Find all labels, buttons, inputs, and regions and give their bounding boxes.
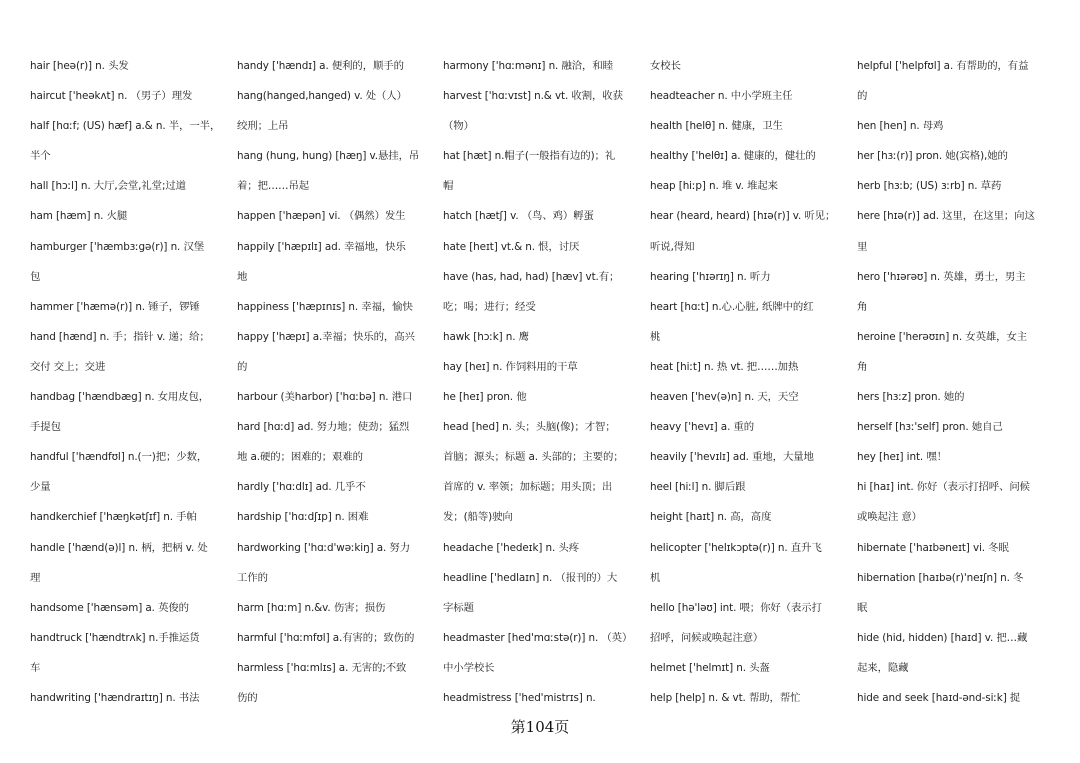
entry-column-4 [650,51,850,713]
entry-line: harmless ['hɑːmlɪs] a. 无害的;不致 [237,661,407,674]
entry-line: helpful ['helpfʊl] a. 有帮助的，有益 [857,60,1029,72]
entry-line: hardworking ['hɑːd'wəːkiŋ] a. 努力 [237,541,410,554]
entry-line: hand [hænd] n. 手；指针 v. 递；给； [30,330,210,343]
entry-line: heel [hiːl] n. 脚后跟 [650,481,746,494]
entry-line: 包 [30,270,41,283]
entry-line: 首脑；源头；标题 a. 头部的；主要的； [443,451,624,464]
entry-line: hi [haɪ] int. 你好（表示打招呼、问候 [857,481,1030,494]
entry-line: help [help] n. & vt. 帮助，帮忙 [650,691,801,704]
entry-line: 字标题 [443,601,474,614]
entry-line: harmful ['hɑːmfʊl] a.有害的；致伤的 [237,631,415,644]
entry-line: 的 [237,360,248,373]
entry-line: heart [hɑːt] n.心.心脏, 纸牌中的红 [650,300,814,313]
entry-line: hen [hen] n. 母鸡 [857,120,944,133]
entry-line: 伤的 [237,691,258,704]
entry-line: harbour (美harbor) ['hɑːbə] n. 港口 [237,391,413,404]
entry-line: happen ['hæpən] vi. （偶然）发生 [237,210,406,223]
entry-line: heat [hiːt] n. 热 vt. 把……加热 [650,360,799,373]
entry-line: （物） [443,120,474,133]
entry-line: 半个 [30,150,51,163]
entry-line: 女校长 [650,60,681,72]
entry-line: herself [hɜː'self] pron. 她自己 [857,421,1003,434]
entry-line: hard [hɑːd] ad. 努力地；使劲；猛烈 [237,421,410,434]
entry-line: heavy ['hevɪ] a. 重的 [650,421,755,434]
entry-line: head [hed] n. 头；头脑(像)；才智； [443,421,616,434]
entry-line: hardship ['hɑːdʃɪp] n. 困难 [237,511,369,524]
entry-column-5 [857,51,1057,713]
entry-line: hatch [hætʃ] v. （鸟、鸡）孵蛋 [443,210,594,223]
entry-line: have (has, had, had) [hæv] vt.有； [443,270,620,283]
entry-line: handful ['hændfʊl] n.(一)把；少数， [30,451,208,464]
entry-line: hamburger ['hæmbɜːgə(r)] n. 汉堡 [30,240,205,253]
entry-column-3 [443,51,643,713]
entry-line: hat [hæt] n.帽子(一般指有边的)；礼 [443,150,616,163]
entry-line: 眠 [857,601,868,614]
entry-line: her [hɜː(r)] pron. 她(宾格),她的 [857,150,1008,163]
entry-line: 吃；喝；进行；经受 [443,300,536,313]
entry-line: harm [hɑːm] n.&v. 伤害；损伤 [237,601,386,614]
entry-line: handsome ['hænsəm] a. 英俊的 [30,601,189,614]
entry-line: heavily ['hevɪlɪ] ad. 重地，大量地 [650,451,814,464]
entry-line: healthy ['helθɪ] a. 健康的，健壮的 [650,150,816,163]
entry-line: hey [heɪ] int. 嘿！ [857,451,947,464]
entry-line: 招呼，问候或唤起注意） [650,631,764,644]
entry-line: hate [heɪt] vt.& n. 恨，讨厌 [443,240,580,253]
entry-line: 机 [650,571,661,584]
entry-line: haircut ['heəkʌt] n. （男子）理发 [30,90,193,103]
entry-line: hear (heard, heard) [hɪə(r)] v. 听见； [650,210,836,223]
entry-line: 着；把……吊起 [237,180,310,193]
entry-line: 工作的 [237,571,268,584]
entry-line: health [helθ] n. 健康，卫生 [650,120,783,133]
entry-line: hers [hɜːz] pron. 她的 [857,391,965,404]
entry-line: 理 [30,571,41,584]
entry-line: hardly ['hɑːdlɪ] ad. 几乎不 [237,481,366,494]
entry-line: here [hɪə(r)] ad. 这里，在这里；向这 [857,210,1035,223]
entry-line: happy ['hæpɪ] a.幸福；快乐的，高兴 [237,330,415,343]
entry-line: heroine ['herəʊɪn] n. 女英雄，女主 [857,330,1028,343]
entry-line: hello [hə'ləʊ] int. 喂；你好（表示打 [650,601,822,614]
entry-line: headteacher n. 中小学班主任 [650,90,793,103]
entry-line: happily ['hæpɪlɪ] ad. 幸福地，快乐 [237,240,406,253]
entry-line: handwriting ['hændraɪtɪŋ] n. 书法 [30,691,200,704]
entry-line: 中小学校长 [443,661,495,674]
entry-line: handle ['hænd(ə)l] n. 柄，把柄 v. 处 [30,541,208,554]
entry-line: hide (hid, hidden) [haɪd] v. 把…藏 [857,631,1028,644]
entry-line: 角 [857,360,868,373]
entry-line: 交付 交上；交进 [30,360,106,373]
entry-line: 地 a.硬的；困难的；艰难的 [237,451,363,464]
entry-line: heaven ['hev(ə)n] n. 天，天空 [650,391,799,404]
entry-line: hall [hɔːl] n. 大厅,会堂,礼堂;过道 [30,180,186,193]
entry-line: he [heɪ] pron. 他 [443,391,527,404]
entry-line: hang (hung, hung) [hæŋ] v.悬挂，吊 [237,150,420,163]
entry-line: 起来，隐藏 [857,661,909,674]
entry-line: 帽 [443,180,454,193]
entry-line: hammer ['hæmə(r)] n. 锤子，锣锤 [30,300,200,313]
entry-line: 发；(船等)驶向 [443,511,513,524]
entry-line: hide and seek [haɪd-ənd-siːk] 捉 [857,691,1021,704]
entry-line: hay [heɪ] n. 作饲料用的干草 [443,360,578,373]
entry-line: 里 [857,240,868,253]
entry-line: 听说,得知 [650,240,695,253]
entry-line: helmet ['helmɪt] n. 头盔 [650,661,770,674]
entry-line: 少量 [30,481,51,494]
entry-line: harmony ['hɑːmənɪ] n. 融洽，和睦 [443,60,613,72]
entry-line: handbag ['hændbæg] n. 女用皮包， [30,391,210,404]
entry-line: 或唤起注 意） [857,511,922,524]
entry-line: hearing ['hɪərɪŋ] n. 听力 [650,270,771,283]
entry-line: ham [hæm] n. 火腿 [30,210,128,223]
entry-column-1 [30,51,230,713]
entry-line: headmistress ['hed'mistrɪs] n. [443,691,596,704]
entry-line: handy ['hændɪ] a. 便利的，顺手的 [237,60,404,72]
entry-line: 角 [857,300,868,313]
entry-line: heap [hiːp] n. 堆 v. 堆起来 [650,180,778,193]
entry-line: 手提包 [30,421,61,434]
entry-line: headache ['hedeɪk] n. 头疼 [443,541,579,554]
entry-line: 首席的 v. 率领；加标题；用头顶；出 [443,481,613,494]
entry-line: height [haɪt] n. 高，高度 [650,511,772,524]
entry-line: half [hɑːf; (US) hæf] a.& n. 半，一半， [30,120,221,133]
entry-line: happiness ['hæpɪnɪs] n. 幸福，愉快 [237,300,413,313]
entry-line: 地 [237,270,248,283]
entry-line: helicopter ['helɪkɔptə(r)] n. 直升飞 [650,541,822,554]
entry-column-2 [237,51,437,713]
entry-line: headline ['hedlaɪn] n. （报刊的）大 [443,571,618,584]
entry-line: 绞刑；上吊 [237,120,289,133]
entry-line: handtruck ['hændtrʌk] n.手推运货 [30,631,200,644]
entry-line: 桃 [650,330,661,343]
entry-line: hibernation [haɪbə(r)'neɪʃn] n. 冬 [857,571,1024,584]
entry-line: hero ['hɪərəʊ] n. 英雄，勇士，男主 [857,270,1026,283]
entry-line: headmaster [hed'mɑːstə(r)] n. （英） [443,631,633,644]
entry-line: hang(hanged,hanged) v. 处（人） [237,90,407,103]
page-number: 第104页 [510,718,570,736]
entry-line: hair [heə(r)] n. 头发 [30,60,129,72]
entry-line: handkerchief ['hæŋkətʃɪf] n. 手帕 [30,511,197,524]
entry-line: harvest ['hɑːvɪst] n.& vt. 收割，收获 [443,90,623,103]
entry-line: herb [hɜːb; (US) ɜːrb] n. 草药 [857,180,1002,193]
entry-line: hawk [hɔːk] n. 鹰 [443,330,529,343]
entry-line: 的 [857,90,868,103]
entry-line: hibernate ['haɪbəneɪt] vi. 冬眠 [857,541,1009,554]
entry-line: 车 [30,661,41,674]
